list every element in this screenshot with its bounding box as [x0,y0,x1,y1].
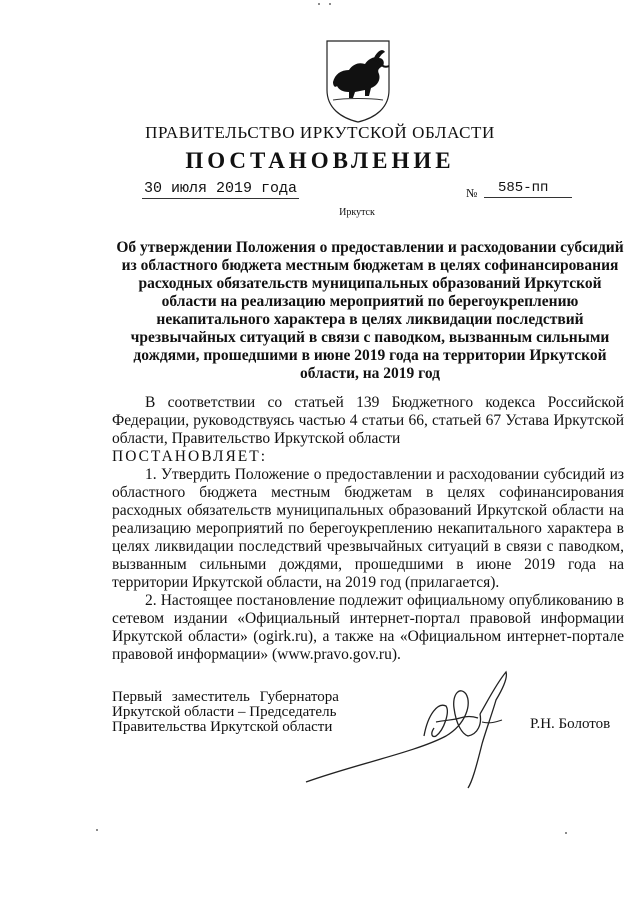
signer-line-1: Первый заместитель Губернатора [112,689,339,705]
document-subject: Об утверждении Положения о предоставлении и расходовании субсидий из областного бюджета местным бюджетам в целях софинансирования расходных обязательств муниципальных образований Иркутской области на реализацию мероприятий по берегоукреплению некапитального характера в целях ликвидации последствий чрезвычайных ситуаций в связи с паводком, вызванным сильными дождями, прошедшими в июне 2019 года на территории Иркутской области, на 2019 год [116,239,624,382]
signer-line-2: Иркутской области – Председатель [112,704,337,720]
document-date: 30 июля 2019 года [144,180,298,197]
decree-word: ПОСТАНОВЛЯЕТ: [112,448,268,465]
scan-dot [565,832,567,834]
city-label: Иркутск [339,207,375,218]
government-name: ПРАВИТЕЛЬСТВО ИРКУТСКОЙ ОБЛАСТИ [145,123,495,142]
number-label: № [466,186,478,200]
item-2-paragraph: 2. Настоящее постановление подлежит официальному опубликованию в сетевом издании «Официальный интернет-портал правовой информации Иркутской области» (ogirk.ru), а также на «Официальном интернет-портале правовой информации» (www.pravo.gov.ru). [112,592,624,663]
scan-dot [318,3,320,5]
signer-line-3: Правительства Иркутской области [112,719,333,735]
signer-name: Р.Н. Болотов [530,716,611,732]
preamble-paragraph: В соответствии со статьей 139 Бюджетного кодекса Российской Федерации, руководствуясь частью 4 статьи 66, статьей 67 Устава Иркутской области, Правительство Иркутской области [112,394,624,447]
irkutsk-coat-of-arms-icon [319,38,397,124]
document-body [112,394,624,664]
scan-dot [96,829,98,831]
document-type-title: ПОСТАНОВЛЕНИЕ [185,148,455,173]
scan-dot [329,3,331,5]
item-1-paragraph: 1. Утвердить Положение о предоставлении и расходовании субсидий из областного бюджета местным бюджетам в целях софинансирования расходных обязательств муниципальных образований Иркутской области на реализацию мероприятий по берегоукреплению некапитального характера в целях ликвидации последствий чрезвычайных ситуаций в связи с паводком, вызванным сильными дождями, прошедшими в июне 2019 года на территории Иркутской области, на 2019 год (прилагается). [112,466,624,591]
handwritten-signature-icon [296,664,526,794]
document-number: 585-пп [484,180,572,198]
